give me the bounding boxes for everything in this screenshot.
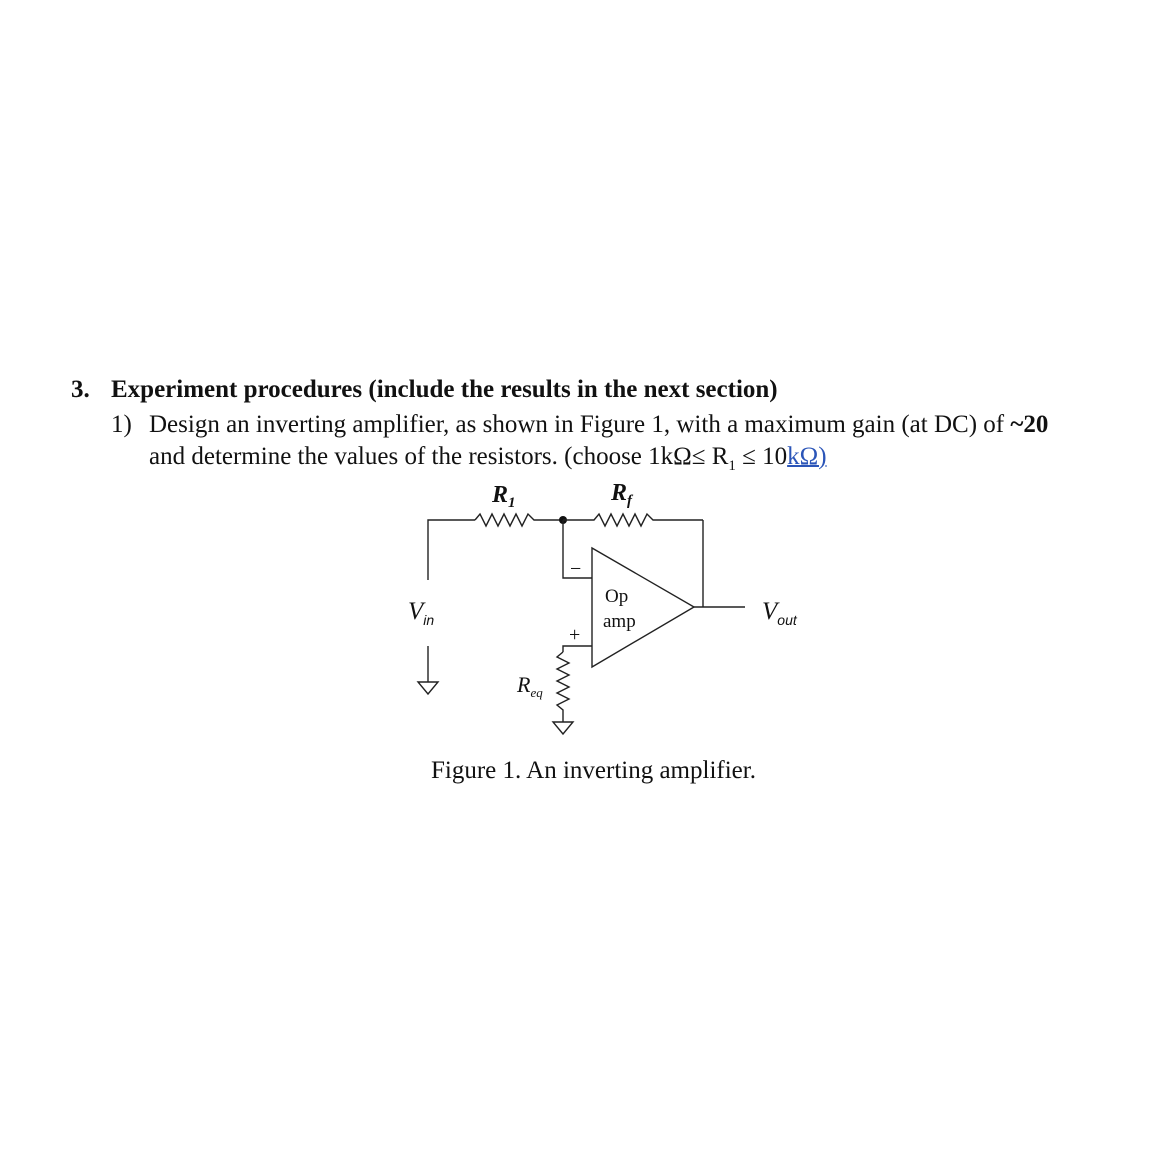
minus-sign: − bbox=[570, 558, 582, 580]
plus-sign: + bbox=[569, 624, 581, 646]
step-text-3: ≤ 10 bbox=[735, 443, 788, 470]
figure-caption: Figure 1. An inverting amplifier. bbox=[431, 757, 756, 784]
req-ground-icon bbox=[553, 722, 573, 734]
vout-label: $V_{out}$ bbox=[762, 598, 797, 628]
step-text-1: Design an inverting amplifier, as shown in Figure 1, with a maximum gain (at DC) of bbox=[149, 411, 1011, 438]
noninverting-input-wire bbox=[563, 646, 592, 652]
opamp-label-line1: Op bbox=[605, 586, 629, 607]
r1-label: $R_1$ bbox=[492, 482, 516, 511]
step-marker: 1) bbox=[111, 411, 132, 438]
r1-resistor bbox=[475, 514, 563, 526]
section-title: Experiment procedures (include the results in the next section) bbox=[111, 376, 778, 403]
vin-wire bbox=[428, 520, 475, 580]
rf-resistor bbox=[563, 514, 703, 526]
step-text-2: and determine the values of the resistors. (choose 1kΩ≤ R bbox=[149, 443, 729, 470]
opamp-label-line2: amp bbox=[603, 611, 636, 632]
vin-label: $V_{in}$ bbox=[408, 598, 435, 628]
req-label: $R_{eq}$ bbox=[517, 672, 543, 700]
gain-value: ~20 bbox=[1010, 411, 1049, 438]
section-number: 3. bbox=[71, 376, 90, 403]
vin-ground-icon bbox=[418, 682, 438, 694]
opamp-triangle bbox=[592, 548, 694, 667]
ohm-link[interactable]: kΩ) bbox=[787, 443, 827, 470]
rf-label: $R_f$ bbox=[611, 480, 633, 509]
req-resistor bbox=[557, 652, 569, 722]
r1-subscript: 1 bbox=[728, 458, 736, 474]
